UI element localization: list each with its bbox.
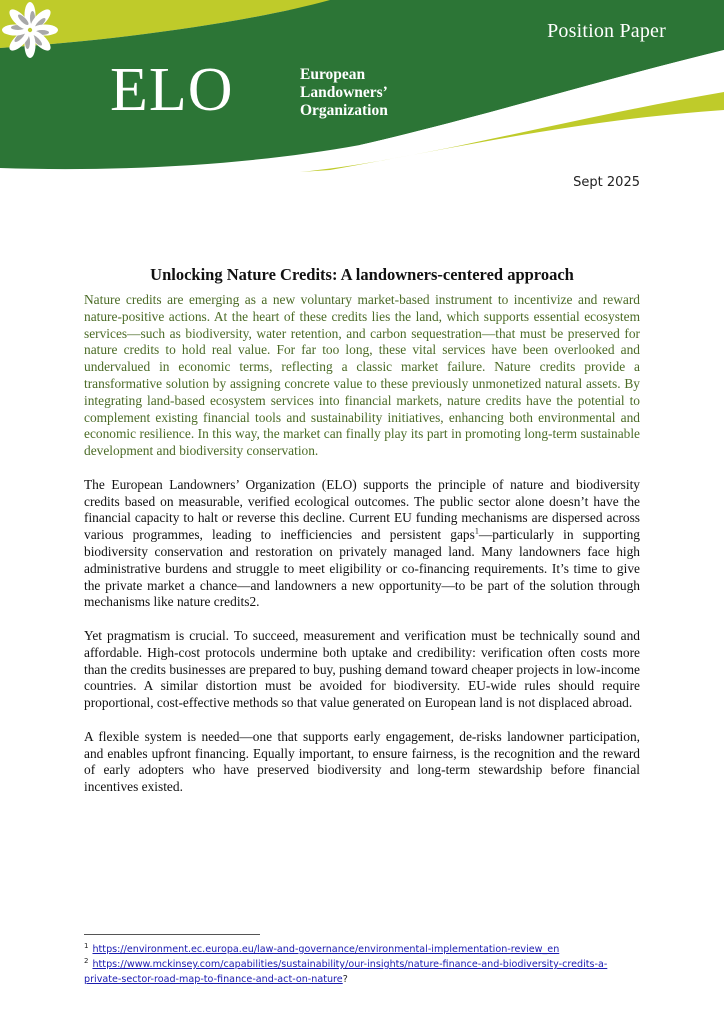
footnote-link[interactable]: https://www.mckinsey.com/capabilities/sustainability/our-insights/nature-finance-and-biodiversity-credits-a-private-sector-road-map-to-finance-and-act-on-nature bbox=[84, 959, 608, 985]
body-paragraph bbox=[84, 477, 640, 611]
footnotes bbox=[84, 942, 644, 987]
organization-name bbox=[300, 66, 388, 120]
org-name-line: Landowners’ bbox=[300, 84, 388, 101]
header-banner bbox=[0, 0, 724, 200]
paragraph-text: The European Landowners’ Organization (ELO) supports the principle of nature and biodiversity credits based on measurable, verified ecological outcomes. The public sector alone doesn’t have the financial capacity to halt or reverse this decline. Current EU funding mechanisms are dispersed across various programmes, leading to inefficiencies and persistent gaps bbox=[84, 476, 640, 543]
flower-logo-icon bbox=[0, 0, 60, 60]
footnote-number: 1 bbox=[84, 941, 89, 950]
paragraph-text: —particularly in supporting biodiversity conservation and restoration on privately managed land. Many landowners face high administrative burdens and struggle to meet eligibility or co-financing requirements. It’s time to give the private market a chance—and landowners a new opportunity—to be part of the solution through mechanisms like nature credits2. bbox=[84, 527, 640, 610]
footnote-number: 2 bbox=[84, 956, 89, 965]
footnote-divider bbox=[84, 934, 260, 935]
document-title: Unlocking Nature Credits: A landowners-centered approach bbox=[150, 265, 574, 284]
document-date: Sept 2025 bbox=[573, 175, 640, 190]
intro-paragraph: Nature credits are emerging as a new voluntary market-based instrument to incentivize and reward nature-positive actions. At the heart of these credits lies the land, which supports essential ecosystem services—such as biodiversity, water retention, and carbon sequestration—that must be preserved for nature credits to hold real value. For far too long, these vital services have been overlooked and undervalued in economic terms, reflecting a classic market failure. Nature credits provide a transformative solution by assigning concrete value to these previously unmonetized natural assets. By integrating land-based ecosystem services into financial markets, nature credits have the potential to complement existing financial tools and sustainability initiatives, enhancing both environmental and economic resilience. In this way, the market can finally play its part in promoting long-term sustainable development and biodiversity conservation. bbox=[84, 292, 640, 459]
body-paragraph: A flexible system is needed—one that supports early engagement, de-risks landowner participation, and enables upfront financing. Equally important, to ensure fairness, is the recognition and the reward of early adopters who have preserved biodiversity and long-term stewardship before financial incentives existed. bbox=[84, 728, 640, 795]
org-name-line: Organization bbox=[300, 102, 388, 119]
footnote-suffix: ? bbox=[342, 974, 348, 985]
footnote-link[interactable]: https://environment.ec.europa.eu/law-and-governance/environmental-implementation-review_en bbox=[92, 944, 560, 955]
org-name-line: European bbox=[300, 66, 366, 83]
elo-logo-text: ELO bbox=[110, 56, 234, 124]
footnote-ref[interactable]: 1 bbox=[474, 526, 479, 536]
footnote-item bbox=[84, 942, 644, 957]
document-body bbox=[84, 292, 640, 813]
document-type-label: Position Paper bbox=[547, 20, 666, 42]
footnote-item bbox=[84, 957, 644, 987]
body-paragraph: Yet pragmatism is crucial. To succeed, measurement and verification must be technically sound and affordable. High-cost protocols undermine both uptake and credibility: verification often costs more than the credits businesses are prepared to buy, pushing demand toward cheaper projects in low-income countries. A similar distortion must be avoided for biodiversity. EU-wide rules should require proportional, cost-effective methods so that value generated on European land is not displaced abroad. bbox=[84, 627, 640, 711]
